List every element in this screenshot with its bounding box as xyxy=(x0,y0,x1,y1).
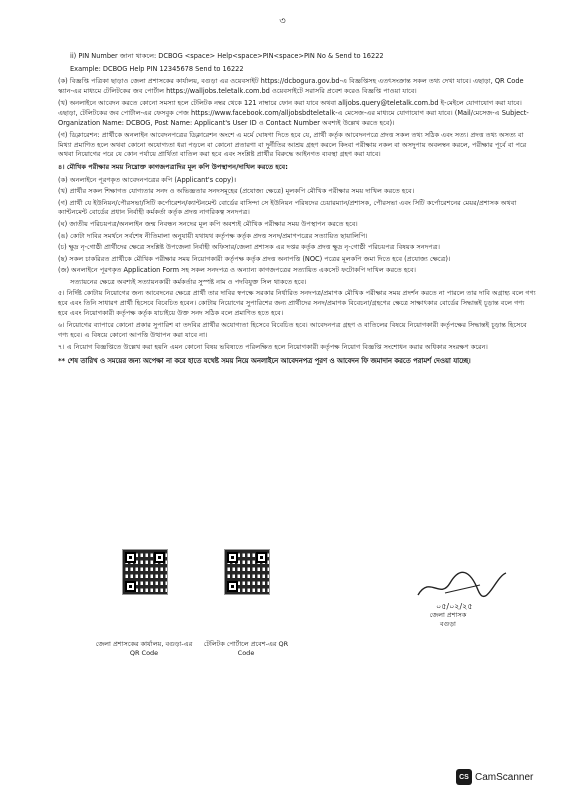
qr-teletalk-label: টেলিটক পোর্টালে প্রবেশ-এর QR Code xyxy=(203,640,289,657)
list-item: (ঙ) কোটা দাবির সমর্থনে সর্বশেষ নীতিমালা অনুযায়ী যথাযথ কর্তৃপক্ষ কর্তৃক প্রদত্ত সনদ/প্রমাণপত্রের সত্যায়িত ছায়ালিপি। xyxy=(58,231,368,240)
list-item: (ছ) সকল চাকরিরত প্রার্থীকে মৌখিক পরীক্ষার সময় নিয়োগকারী কর্তৃপক্ষ কর্তৃক প্রদত্ত অনাপত্তি (NOC) পত্রের মূলকপি জমা দিতে হবে (প্রযোজ্য ক্ষেত্রে)। xyxy=(58,254,451,263)
signature-date: ০৫/০২/২৫ xyxy=(436,602,473,610)
list-item: (ঘ) জাতীয় পরিচয়পত্র/অনলাইন জন্ম নিবন্ধন সনদের মূল কপি অবশ্যই মৌখিক পরীক্ষার সময় উপস্থাপন করতে হবে। xyxy=(58,219,358,228)
document-body xyxy=(58,52,536,369)
list-item: সত্যায়নের ক্ষেত্রে অবশ্যই সত্যায়নকারী কর্মকর্তার সুস্পষ্ট নাম ও পদবিযুক্ত সিল থাকতে হবে। xyxy=(70,277,307,286)
para-website: (ক) বিজ্ঞপ্তি পত্রিকা ছাড়াও জেলা প্রশাসকের কার্যালয়, বগুড়া এর ওয়েবসাইট https://dcbogura.gov.bd-এ বিজ্ঞপ্তিসহ এতৎসংক্রান্ত সকল তথ্য দেখা যাবে। এছাড়া, QR Code স্ক্যান-এর মাধ্যমে টেলিটকের জব পোর্টাল https://walljobs.teletalk.com.bd ওয়েবসাইটে সরাসরি প্রবেশ করেও বিজ্ঞপ্তি পাওয়া যাবে। xyxy=(58,77,524,95)
documents-heading: ৪। মৌখিক পরীক্ষার সময় নিম্নোক্ত কাগজপত্রাদির মূল কপি উপস্থাপন/দাখিল করতে হবে: xyxy=(58,162,288,171)
para-support: (খ) অনলাইনে আবেদন করতে কোনো সমস্যা হলে টেলিটক নম্বর থেকে 121 নাম্বারে ফোন করা যাবে অথবা alljobs.query@teletalk.com.bd ই-মেইলে যোগাযোগ করা যাবে। এছাড়া, টেলিটকের জব পোর্টাল-এর ফেসবুক পেজ https://www.facebook.com/alljobsbdteletalk-এ মেসেজ-এর মাধ্যমে যোগাযোগ করা যাবে। (Mail/মেসেজ-এ Subject-Organization Name: DCBOG, Post Name: Applicant's User ID ও Contact Number অবশ্যই উল্লেখ করতে হবে)। xyxy=(58,99,529,127)
list-item: (গ) প্রার্থী যে ইউনিয়ন/পৌরসভা/সিটি কর্পোরেশন/ক্যান্টনমেন্ট বোর্ডের বাসিন্দা সে ইউনিয়ন পরিষদের চেয়ারম্যান/প্রশাসক, পৌরসভা এবং সিটি কর্পোরেশনের মেয়র/প্রশাসক অথবা ক্যান্টনমেন্ট বোর্ডের প্রধান নির্বাহী কর্মকর্তা কর্তৃক প্রদত্ত নাগরিকত্ব সনদপত্র। xyxy=(58,198,517,217)
signatory-title xyxy=(418,611,478,629)
list-item: (চ) ক্ষুদ্র নৃ-গোষ্ঠী প্রার্থীদের ক্ষেত্রে সংশ্লিষ্ট উপজেলা নির্বাহী অফিসার/জেলা প্রশাসক এর দপ্তর কর্তৃক প্রদত্ত ক্ষুদ্র নৃ-গোষ্ঠী পরিচয়পত্র বিষয়ক সনদপত্র। xyxy=(58,243,440,252)
rule-7: ৭। এ নিয়োগ বিজ্ঞপ্তিতে উল্লেখ করা হয়নি এমন কোনো বিষয় ভবিষ্যতে পরিলক্ষিত হলে নিয়োগকারী কর্তৃপক্ষ নিয়োগ বিজ্ঞপ্তি সংশোধন করার অধিকার সংরক্ষণ করেন। xyxy=(58,343,488,352)
documents-list xyxy=(58,176,536,288)
camscanner-watermark xyxy=(456,769,533,785)
camscanner-icon: CS xyxy=(456,769,472,785)
signatory-location: বগুড়া xyxy=(440,620,456,628)
qr-district-label: জেলা প্রশাসকের কার্যালয়, বগুড়া-এর QR Code xyxy=(95,640,193,657)
list-item: (খ) প্রার্থীর সকল শিক্ষাগত যোগ্যতার সনদ ও অভিজ্ঞতার সনদসমূহের (প্রযোজ্য ক্ষেত্রে) মূলকপি মৌখিক পরীক্ষার সময় দাখিল করতে হবে। xyxy=(58,187,415,196)
qr-code-district[interactable] xyxy=(122,549,168,595)
signature-block xyxy=(410,565,520,645)
rule-6: ৬। নিয়োগের ব্যাপারে কোনো প্রকার সুপারিশ বা তদবির প্রার্থীর অযোগ্যতা হিসেবে বিবেচিত হবে। আবেদনপত্র গ্রহণ ও বাতিলের বিষয়ে নিয়োগকারী কর্তৃপক্ষের সিদ্ধান্তই চূড়ান্ত হিসেবে গণ্য হবে। এ বিষয়ে কোনো আপত্তি উত্থাপন করা যাবে না। xyxy=(58,321,527,339)
list-item: (ক) অনলাইনে পূরণকৃত আবেদনপত্রের কপি (Applicant's copy)। xyxy=(58,175,237,184)
rule-5: ৫। নির্দিষ্ট কোটায় নিয়োগের জন্য আবেদনের ক্ষেত্রে প্রার্থী তার দাবির স্বপক্ষে সরকার নির্ধারিত সনদপত্র/প্রমাণক মৌখিক পরীক্ষার সময় প্রদর্শন করতে না পারলে তার দাবি অগ্রাহ্য বলে গণ্য হবে এবং তিনি সাধারণ প্রার্থী হিসেবে বিবেচিত হবেন। কোটায় নিয়োগের সুপারিশের জন্য প্রার্থীদের সনদ/প্রমাণক বিবেচনা/গ্রহণের ক্ষেত্রে সাক্ষাৎকার বোর্ডের সিদ্ধান্তই চূড়ান্ত বলে গণ্য হবে এবং নিয়োগকারী কর্তৃপক্ষ কর্তৃক যাচাইয়ে উক্ত সনদ সঠিক বলে প্রমাণিত হতে হবে। xyxy=(58,289,536,317)
qr-code-teletalk[interactable] xyxy=(224,549,270,595)
para-declaration: (গ) ডিক্লারেশন: প্রার্থীকে অনলাইন আবেদনপত্রের ডিক্লারেশন অংশে এ মর্মে ঘোষণা দিতে হবে যে, প্রার্থী কর্তৃক আবেদনপত্রে প্রদত্ত সকল তথ্য সঠিক এবং সত্য। প্রদত্ত তথ্য অসত্য বা মিথ্যা প্রমাণিত হলে অথবা কোনো অযোগ্যতা ধরা পড়লে বা কোনো প্রতারণা বা দুর্নীতির আশ্রয় গ্রহণ করলে কিংবা পরীক্ষায় নকল বা অসদুপায় অবলম্বন করলে, পরীক্ষার পূর্বে বা পরে অথবা নিয়োগের পরে যে কোন পর্যায়ে প্রার্থিতা বাতিল করা হবে এবং সংশ্লিষ্ট প্রার্থীর বিরুদ্ধে আইনগত ব্যবস্থা গ্রহণ করা যাবে। xyxy=(58,131,527,159)
advisory-note: ** শেষ তারিখ ও সময়ের জন্য অপেক্ষা না করে হাতে যথেষ্ট সময় নিয়ে অনলাইনে আবেদনপত্র পূরণ ও আবেদন ফি জমাদান করতে পরামর্শ দেওয়া যাচ্ছে। xyxy=(58,357,471,366)
page-number: ৩ xyxy=(279,16,286,27)
signatory-designation: জেলা প্রশাসক xyxy=(429,611,467,619)
sms-pin-line: ii) PIN Number জানা থাকলে: DCBOG <space> Help<space>PIN<space>PIN No & Send to 16222 xyxy=(70,52,384,60)
list-item: (জ) অনলাইনে পূরণকৃত Application Form সহ সকল সনদপত্র ও অন্যান্য কাগজপত্রের সত্যায়িত একসেট ফটোকপি দাখিল করতে হবে। xyxy=(58,266,416,275)
signature-icon xyxy=(410,565,510,610)
camscanner-label: CamScanner xyxy=(475,771,534,783)
sms-example-line: Example: DCBOG Help PIN 12345678 Send to 16222 xyxy=(70,64,244,73)
